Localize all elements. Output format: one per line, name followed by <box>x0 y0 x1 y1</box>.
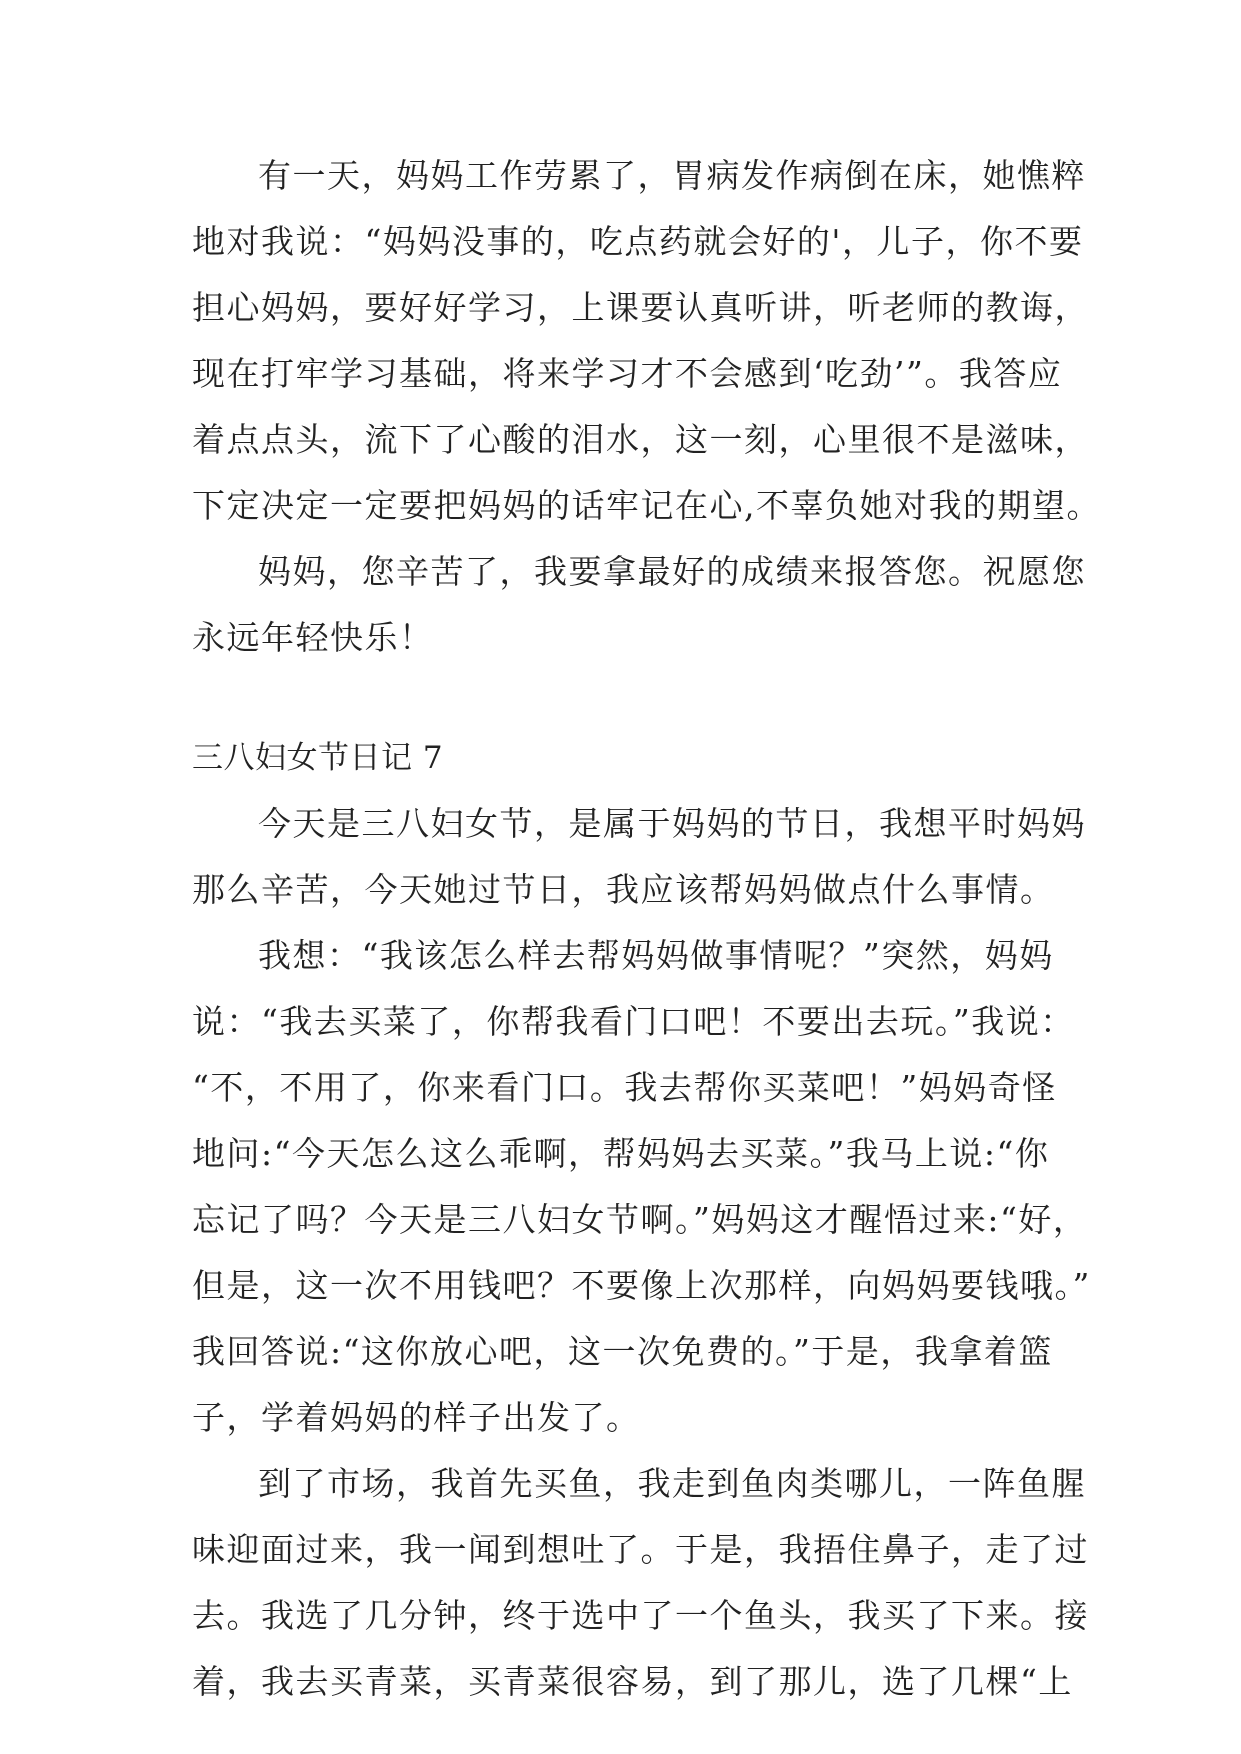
paragraph-line: 我回答说:“这你放心吧，这一次免费的。”于是，我拿着篮 <box>192 1332 1053 1371</box>
paragraph-line: 味迎面过来，我一闻到想吐了。于是，我捂住鼻子，走了过 <box>192 1530 1089 1569</box>
paragraph-line: 但是，这一次不用钱吧？不要像上次那样，向妈妈要钱哦。” <box>192 1266 1091 1305</box>
paragraph-line: 那么辛苦，今天她过节日，我应该帮妈妈做点什么事情。 <box>192 870 1055 909</box>
paragraph-line: 妈妈，您辛苦了，我要拿最好的成绩来报答您。祝愿您 <box>258 552 1086 591</box>
paragraph-line: “不，不用了，你来看门口。我去帮你买菜吧！”妈妈奇怪 <box>192 1068 1057 1107</box>
paragraph-line: 着点点头，流下了心酸的泪水，这一刻，心里很不是滋味， <box>192 420 1089 459</box>
paragraph-line: 永远年轻快乐！ <box>192 618 434 657</box>
paragraph-line: 有一天，妈妈工作劳累了，胃病发作病倒在床，她憔粹 <box>258 156 1086 195</box>
paragraph-line: 担心妈妈，要好好学习，上课要认真听讲，听老师的教诲， <box>192 288 1089 327</box>
paragraph-line: 地对我说：“妈妈没事的，吃点药就会好的'，儿子，你不要 <box>192 222 1084 261</box>
paragraph-line: 我想：“我该怎么样去帮妈妈做事情呢？”突然，妈妈 <box>258 936 1054 975</box>
paragraph-line: 去。我选了几分钟，终于选中了一个鱼头，我买了下来。接 <box>192 1596 1089 1635</box>
paragraph-line: 到了市场，我首先买鱼，我走到鱼肉类哪儿，一阵鱼腥 <box>258 1464 1086 1503</box>
paragraph-line: 子，学着妈妈的样子出发了。 <box>192 1398 641 1437</box>
paragraph-line: 地问:“今天怎么这么乖啊，帮妈妈去买菜。”我马上说:“你 <box>192 1134 1050 1173</box>
paragraph-line: 着，我去买青菜，买青菜很容易，到了那儿，选了几棵“上 <box>192 1662 1073 1701</box>
paragraph-line: 说：“我去买菜了，你帮我看门口吧！不要出去玩。”我说： <box>192 1002 1075 1041</box>
paragraph-line: 现在打牢学习基础，将来学习才不会感到‘吃劲’”。我答应 <box>192 354 1063 393</box>
paragraph-line: 下定决定一定要把妈妈的话牢记在心,不辜负她对我的期望。 <box>192 486 1101 525</box>
paragraph-line: 今天是三八妇女节，是属于妈妈的节日，我想平时妈妈 <box>258 804 1086 843</box>
section-heading: 三八妇女节日记 7 <box>192 740 444 776</box>
paragraph-line: 忘记了吗？今天是三八妇女节啊。”妈妈这才醒悟过来:“好， <box>192 1200 1088 1239</box>
